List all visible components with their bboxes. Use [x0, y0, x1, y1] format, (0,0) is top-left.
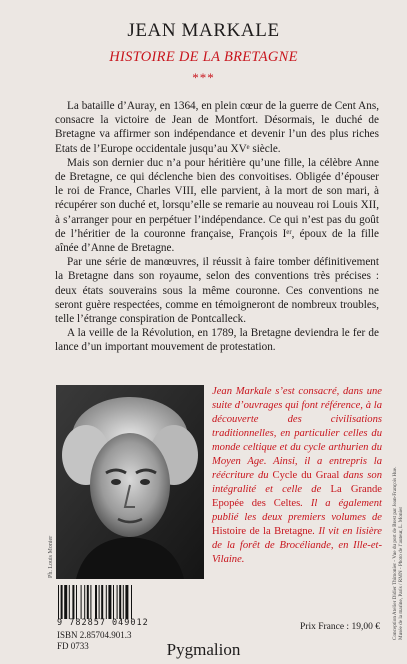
summary-paragraph: A la veille de la Révolution, en 1789, la Bretagne deviendra le fer de lance d’un important mouvement de protestation.: [55, 327, 379, 354]
bio-text: dans son intégralité et celle de: [212, 470, 382, 495]
cover-credit: [392, 467, 404, 640]
photo-credit: Ph. Louis Monier: [48, 535, 54, 578]
publisher-name: Pygmalion: [166, 640, 241, 659]
bio-text: Jean Markale s’est consacré, dans une suite d’ouvrages qui font référence, à la découverte des civilisations traditionnelles, en particulier celles du monde celtique et du cycle arthurien du Moyen Age. Ainsi, il a entrepris la réécriture du: [212, 386, 382, 481]
summary-paragraph: Par une série de manœuvres, il réussit à faire tomber définitivement la Bretagne dans son royaume, selon des conventions très précises : deux états souverains sous la même couronne. Ces conventions ne seront guère respectées, comme en témoigneront de nombreux troubles, telle l’étrange conspiration de Pontcalleck.: [55, 256, 379, 326]
cover-credit-line: Musée de la marine, Paris / RMN - Photo de l’auteur, L. Monier: [398, 506, 404, 640]
bio-text: . Il a également publié les deux premiers volumes de: [212, 498, 382, 523]
price: Prix France : 19,00 €: [300, 622, 380, 632]
cover-credit-line: Conception Atelier Didier Thimonier - Vue du port de Brest par Jean-François Hue.: [392, 466, 398, 640]
bio-text: . Il vit en lisière de la forêt de Brocéliande, en Ille-et-Vilaine.: [212, 526, 382, 565]
book-title: HISTOIRE DE LA BRETAGNE: [109, 49, 298, 65]
author-name: JEAN MARKALE: [127, 20, 280, 41]
bio-work-title: Histoire de la Bretagne: [212, 526, 313, 537]
summary-paragraph: Mais son dernier duc n’a pour héritière qu’une fille, la célèbre Anne de Bretagne, ce qui déclenche bien des convoitises. Obligée d’épouser le roi de France, Charles VIII, elle parvient, à la mort de son mari, à récupérer son duché et, lorsqu’elle se remarie au nouveau roi Louis XII, à s’arranger pour en perpétuer l’indépendance. Ce qui n’est pas du goût de l’héritier de la couronne française, François Iᵉʳ, époux de la fille aînée d’Anne de Bretagne.: [55, 156, 379, 255]
barcode-number: 9 782857 049012: [57, 618, 149, 628]
bio-work-title: La Grande Epopée des Celtes: [212, 484, 382, 509]
barcode: [56, 585, 152, 619]
isbn: ISBN 2.85704.901.3: [57, 630, 132, 640]
distributor-code: FD 0733: [57, 641, 89, 651]
bio-work-title: Cycle du Graal: [272, 470, 340, 481]
author-bio: [212, 385, 382, 567]
volume-mark: ***: [192, 70, 215, 85]
author-portrait-image: [56, 385, 204, 579]
barcode-bars: [56, 585, 152, 619]
back-cover-summary: [55, 99, 379, 355]
author-photo: [56, 385, 204, 579]
summary-paragraph: La bataille d’Auray, en 1364, en plein cœur de la guerre de Cent Ans, consacre la victoire de Jean de Montfort. Désormais, le duché de Bretagne va affirmer son indépendance et devenir l’un des plus riches Etats de l’Europe occidentale jusqu’au XVᵉ siècle.: [55, 100, 379, 155]
